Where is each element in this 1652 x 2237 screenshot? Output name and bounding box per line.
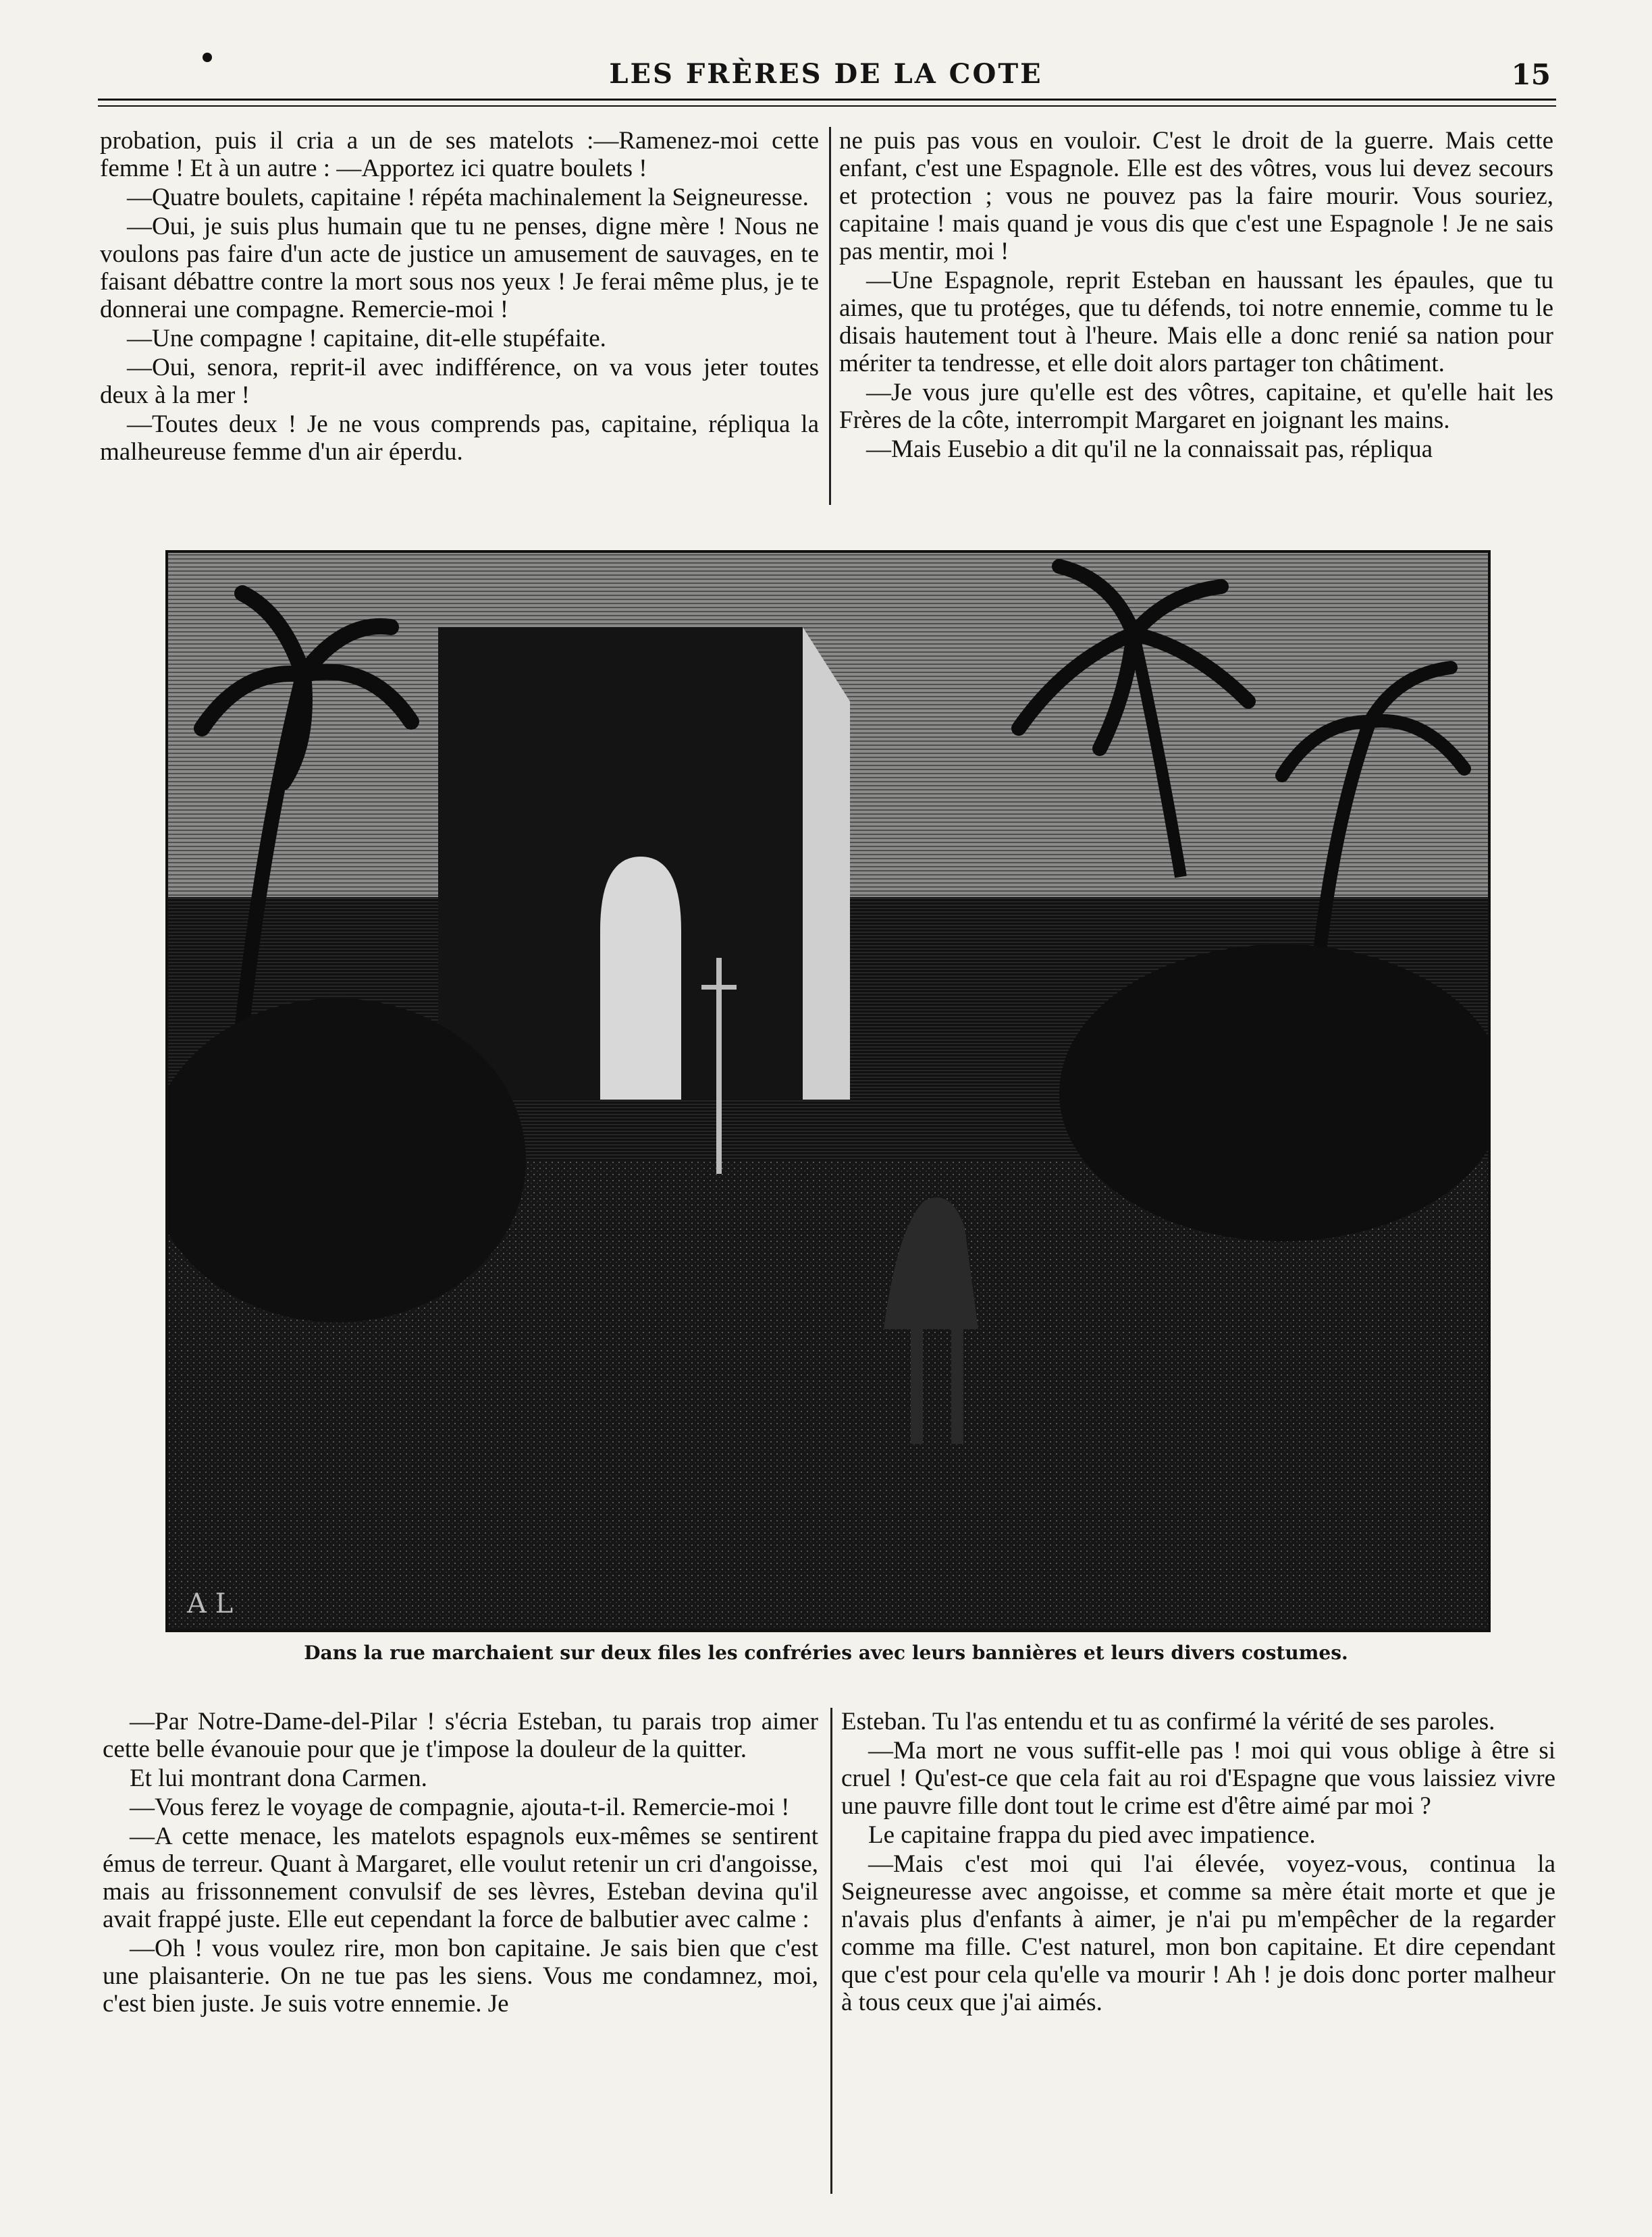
paragraph: —Par Notre-Dame-del-Pilar ! s'écria Esteban, tu parais trop aimer cette belle évanouie pour que je t'impose la douleur de la quitter. xyxy=(103,1708,818,1763)
paragraph: ne puis pas vous en vouloir. C'est le droit de la guerre. Mais cette enfant, c'est une Espagnole. Elle est des vôtres, vous lui devez secours et protection ; vous ne pouvez pas la faire mourir. Vous souriez, capitaine ! mais quand je vous dis que c'est une Espagnole ! Je ne sais pas mentir, moi ! xyxy=(839,127,1553,265)
header-rule xyxy=(98,99,1556,101)
paragraph: —Mais c'est moi qui l'ai élevée, voyez-vous, continua la Seigneuresse avec angoisse, et comme sa mère était morte et que je n'avais plus d'enfants à aimer, je n'ai pu m'empêcher de la regarder comme ma fille. C'est naturel, mon bon capitaine. Et dire cependant que c'est pour cela qu'elle va mourir ! Ah ! je dois donc porter malheur à tous ceux que j'ai aimés. xyxy=(841,1850,1555,2016)
column-rule xyxy=(830,1708,832,2194)
top-left-column xyxy=(100,127,819,467)
paragraph: probation, puis il cria a un de ses matelots :—Ramenez-moi cette femme ! Et à un autre : —Apportez ici quatre boulets ! xyxy=(100,127,819,182)
paragraph: Et lui montrant dona Carmen. xyxy=(130,1764,427,1792)
paragraph: —Je vous jure qu'elle est des vôtres, capitaine, et qu'elle hait les Frères de la côte, interrompit Margaret en joignant les mains. xyxy=(839,379,1553,434)
paragraph: Esteban. Tu l'as entendu et tu as confirmé la vérité de ses paroles. xyxy=(841,1708,1495,1735)
paragraph: —Une compagne ! capitaine, dit-elle stupéfaite. xyxy=(127,325,606,352)
paragraph: —Mais Eusebio a dit qu'il ne la connaissait pas, répliqua xyxy=(866,435,1433,463)
running-title: LES FRÈRES DE LA COTE xyxy=(609,58,1043,90)
paragraph: —Ma mort ne vous suffit-elle pas ! moi qui vous oblige à être si cruel ! Qu'est-ce que cela fait au roi d'Espagne que vous laissiez vivre une pauvre fille dont tout le crime est d'être aimé par moi ? xyxy=(841,1737,1555,1820)
paragraph: —Oui, senora, reprit-il avec indifférence, on va vous jeter toutes deux à la mer ! xyxy=(100,354,819,409)
bottom-left-column xyxy=(103,1708,818,2019)
header-rule-secondary xyxy=(98,105,1556,107)
paragraph: —Toutes deux ! Je ne vous comprends pas, capitaine, répliqua la malheureuse femme d'un air éperdu. xyxy=(100,410,819,466)
illustration-caption: Dans la rue marchaient sur deux files les confréries avec leurs bannières et leurs divers costumes. xyxy=(304,1642,1348,1664)
engraving-scene xyxy=(168,553,1488,1629)
bottom-right-column xyxy=(841,1708,1555,2018)
engraving-illustration xyxy=(165,550,1491,1632)
column-rule xyxy=(829,127,831,505)
paragraph: —Oui, je suis plus humain que tu ne penses, digne mère ! Nous ne voulons pas faire d'un acte de justice un amusement de sauvages, en te faisant débattre contre la mort sous nos yeux ! Je ferai même plus, je te donnerai une compagne. Remercie-moi ! xyxy=(100,213,819,323)
paragraph: —Vous ferez le voyage de compagnie, ajouta-t-il. Remercie-moi ! xyxy=(130,1794,790,1821)
artist-signature: A L xyxy=(187,1588,234,1619)
paragraph: —Quatre boulets, capitaine ! répéta machinalement la Seigneuresse. xyxy=(127,184,809,211)
paragraph: —A cette menace, les matelots espagnols eux-mêmes se sentirent émus de terreur. Quant à Margaret, elle voulut retenir un cri d'angoisse, mais au frissonnement convulsif de ses lèvres, Esteban devina qu'il avait frappé juste. Elle eut cependant la force de balbutier avec calme : xyxy=(103,1823,818,1933)
paragraph: Le capitaine frappa du pied avec impatience. xyxy=(868,1821,1316,1849)
paragraph: —Une Espagnole, reprit Esteban en haussant les épaules, que tu aimes, que tu protéges, que tu défends, toi notre ennemie, comme tu le disais hautement tout à l'heure. Mais elle a donc renié sa nation pour mériter ta tendresse, et elle doit alors partager ton châtiment. xyxy=(839,267,1553,377)
top-right-column xyxy=(839,127,1553,464)
page-number: 15 xyxy=(1511,58,1551,91)
paragraph: —Oh ! vous voulez rire, mon bon capitaine. Je sais bien que c'est une plaisanterie. On ne tue pas les siens. Vous me condamnez, moi, c'est bien juste. Je suis votre ennemie. Je xyxy=(103,1935,818,2018)
